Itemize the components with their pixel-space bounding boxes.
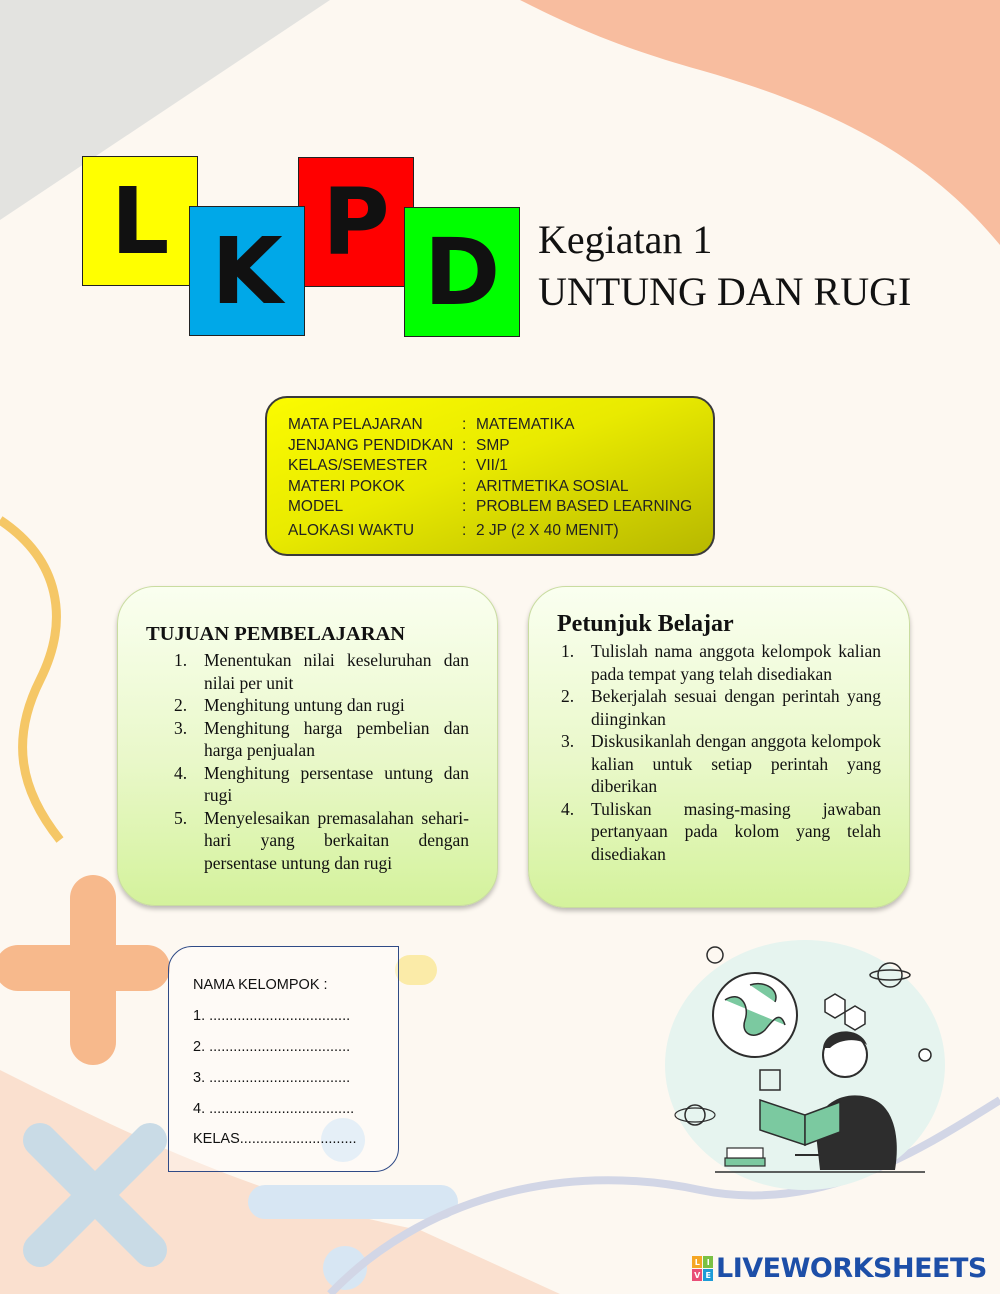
info-row — [288, 521, 713, 542]
member-field-4[interactable]: 4. .................................... — [193, 1101, 355, 1117]
item-text: Tulislah nama anggota kelompok kalian pada tempat yang telah disediakan — [591, 641, 881, 684]
subject-info-box — [265, 396, 715, 556]
info-key: JENJANG PENDIDKAN — [288, 436, 454, 454]
list-item — [174, 694, 469, 717]
info-value: MATEMATIKA — [476, 416, 575, 433]
item-number: 5. — [174, 807, 188, 828]
item-text: Menyelesaikan premasalahan sehari-hari yang berkaitan dengan persentase untung dan rugi — [204, 807, 469, 873]
list-item — [174, 649, 469, 694]
lkpd-letter-d: D — [423, 218, 501, 326]
student-reading-illustration — [655, 930, 955, 1200]
item-text: Tuliskan masing-masing jawaban pertanyaan pada kolom yang telah disediakan — [591, 798, 881, 864]
member-field-3[interactable]: 3. ................................... — [193, 1070, 351, 1086]
info-value: 2 JP (2 X 40 MENIT) — [476, 521, 619, 539]
item-text: Menghitung persentase untung dan rugi — [204, 762, 469, 805]
item-number: 4. — [174, 762, 188, 783]
liveworksheets-wordmark: LIVEWORKSHEETS — [716, 1253, 987, 1284]
list-item — [561, 685, 881, 730]
topic-title: UNTUNG DAN RUGI — [538, 269, 912, 314]
list-item — [561, 730, 881, 798]
lkpd-letter-k: K — [211, 217, 283, 325]
info-row — [288, 436, 713, 457]
mark-letter: I — [703, 1256, 713, 1268]
info-value: ARITMETIKA SOSIAL — [476, 477, 629, 495]
info-colon: : — [462, 521, 467, 539]
objectives-list — [146, 649, 469, 874]
info-key: MODEL — [288, 498, 344, 515]
study-instructions-card — [528, 586, 910, 908]
activity-title: Kegiatan 1 — [538, 217, 713, 262]
info-value: SMP — [476, 436, 510, 454]
item-text: Bekerjalah sesuai dengan perintah yang diinginkan — [591, 686, 881, 729]
info-colon: : — [462, 498, 467, 515]
info-colon: : — [462, 436, 467, 454]
group-label: NAMA KELOMPOK : — [193, 977, 328, 993]
item-text: Menghitung untung dan rugi — [204, 695, 405, 715]
info-key: ALOKASI WAKTU — [288, 521, 415, 539]
lkpd-tile-l — [82, 156, 198, 286]
lkpd-tile-p — [298, 157, 414, 287]
lkpd-tile-k — [189, 206, 305, 336]
info-value: PROBLEM BASED LEARNING — [476, 498, 693, 515]
info-colon: : — [462, 416, 467, 433]
item-text: Diskusikanlah dengan anggota kelompok kalian untuk setiap perintah yang diberikan — [591, 731, 881, 796]
instructions-list — [557, 640, 881, 865]
item-number: 3. — [174, 717, 188, 738]
item-number: 1. — [174, 650, 188, 670]
list-item — [174, 807, 469, 875]
info-row — [288, 456, 713, 477]
info-key: MATERI POKOK — [288, 477, 405, 495]
info-row — [288, 477, 713, 498]
item-number: 1. — [561, 641, 575, 661]
liveworksheets-logo — [692, 1253, 987, 1284]
group-members-box — [168, 946, 399, 1172]
lkpd-letter-l: L — [110, 167, 170, 275]
info-colon: : — [462, 477, 467, 495]
lkpd-tile-d — [404, 207, 520, 337]
info-row — [288, 415, 713, 436]
item-text: Menentukan nilai keseluruhan dan nilai per unit — [204, 650, 469, 693]
list-item — [174, 717, 469, 762]
liveworksheets-mark-icon — [692, 1256, 713, 1281]
mark-letter: E — [703, 1269, 713, 1281]
item-number: 2. — [561, 686, 575, 706]
item-text: Menghitung harga pembelian dan harga penjualan — [204, 717, 469, 760]
item-number: 3. — [561, 731, 575, 751]
learning-objectives-heading: TUJUAN PEMBELAJARAN — [146, 623, 406, 645]
class-field[interactable]: KELAS............................. — [193, 1131, 357, 1147]
info-key: KELAS/SEMESTER — [288, 457, 428, 474]
info-colon: : — [462, 457, 467, 474]
list-item — [561, 640, 881, 685]
mark-letter: V — [692, 1269, 702, 1281]
list-item — [561, 798, 881, 866]
item-number: 4. — [561, 798, 575, 819]
item-number: 2. — [174, 695, 188, 715]
study-instructions-heading: Petunjuk Belajar — [557, 611, 734, 637]
list-item — [174, 762, 469, 807]
learning-objectives-card — [117, 586, 498, 906]
member-field-2[interactable]: 2. ................................... — [193, 1039, 351, 1055]
member-field-1[interactable]: 1. ................................... — [193, 1008, 351, 1024]
mark-letter: L — [692, 1256, 702, 1268]
info-value: VII/1 — [476, 457, 508, 474]
info-row — [288, 497, 713, 518]
lkpd-letter-p: P — [322, 168, 390, 276]
info-key: MATA PELAJARAN — [288, 416, 423, 433]
